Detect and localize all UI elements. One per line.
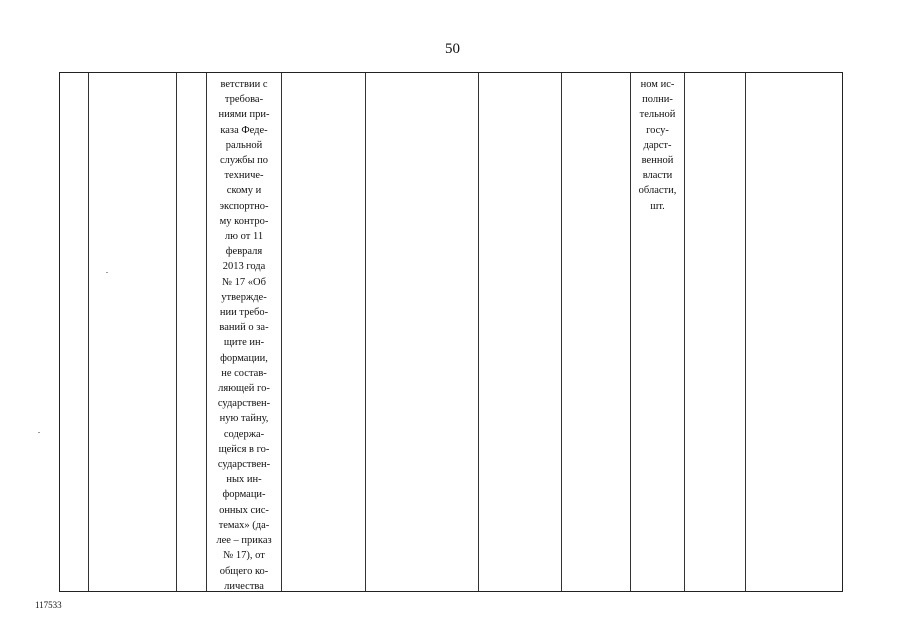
column-divider [561, 73, 562, 591]
scan-speck [106, 272, 108, 273]
document-table [59, 72, 843, 592]
column-divider [365, 73, 366, 591]
column-divider [684, 73, 685, 591]
authority-cell-text: ном ис- полни- тельной госу- дарст- венной власти области, шт. [638, 79, 677, 212]
column-divider [176, 73, 177, 591]
page-number: 50 [445, 41, 460, 57]
column-divider [478, 73, 479, 591]
column-divider [281, 73, 282, 591]
requirements-cell-text: ветствии с требова- ниями при- каза Феде- ральной службы по техниче- скому и экспортно- му контро- лю от 11 февраля 2013 года № 17 «Об утвержде- нии требо- ваний о за- щите ин- формации, не состав- ляющей го- сударствен- ную тайну, содержа- щейся в го- сударствен- ных ин- формаци- онных сис- темах» (да- лее – приказ № 17), от общего ко- личества [216, 79, 272, 592]
scan-speck [38, 432, 40, 433]
column-divider [88, 73, 89, 591]
column-divider [745, 73, 746, 591]
document-code: 117533 [35, 600, 62, 610]
